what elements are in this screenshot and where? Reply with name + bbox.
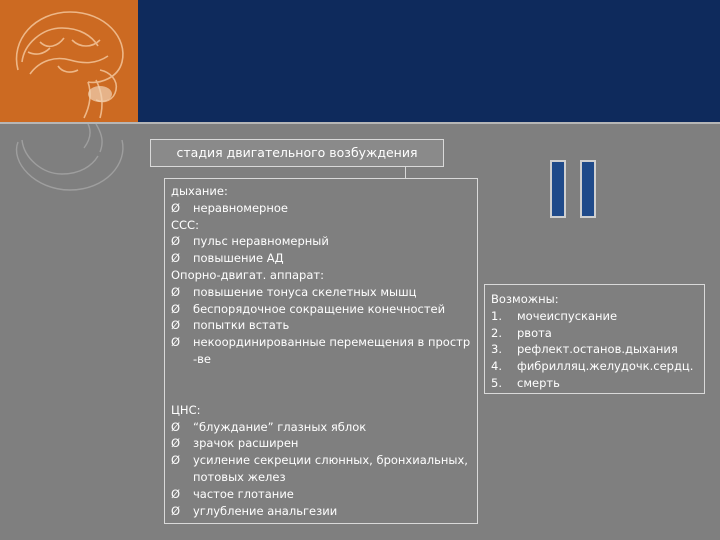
- bullet-arrow-icon: Ø: [171, 200, 181, 215]
- brain-reflection: [0, 122, 138, 202]
- list-item: 4. фибрилляц.желудочк.сердц.: [491, 359, 694, 374]
- list-item: Ø повышение АД: [171, 251, 284, 266]
- list-item: 5. смерть: [491, 375, 560, 390]
- bullet-arrow-icon: Ø: [171, 234, 181, 249]
- bullet-arrow-icon: Ø: [171, 301, 181, 316]
- bullet-arrow-icon: Ø: [171, 335, 181, 350]
- bullet-arrow-icon: Ø: [171, 486, 181, 501]
- list-item: Ø углубление анальгезии: [171, 503, 338, 518]
- list-item-continuation: потовых желез: [193, 469, 286, 484]
- bullet-arrow-icon: Ø: [171, 251, 181, 266]
- stage-title: стадия двигательного возбуждения: [150, 139, 444, 167]
- list-item: Ø зрачок расширен: [171, 436, 299, 451]
- list-item: Ø пульс неравномерный: [171, 234, 329, 249]
- possible-heading: Возможны:: [491, 292, 559, 306]
- bullet-arrow-icon: Ø: [171, 284, 181, 299]
- list-item: Ø усиление секреции слюнных, бронхиальных,: [171, 453, 468, 468]
- list-item: Ø некоординированные перемещения в простр: [171, 335, 471, 350]
- bullet-arrow-icon: Ø: [171, 436, 181, 451]
- possible-outcomes-box: [484, 284, 705, 394]
- motor-heading: Опорно-двигат. аппарат:: [171, 267, 324, 282]
- list-item: 2. рвота: [491, 325, 552, 340]
- list-item: Ø беспорядочное сокращение конечностей: [171, 301, 446, 316]
- signs-box: [164, 178, 478, 524]
- ccc-heading: ССС:: [171, 217, 199, 232]
- list-item: Ø “блуждание” глазных яблок: [171, 419, 367, 434]
- stage-number-glyph: [548, 160, 600, 222]
- list-item: 3. рефлект.останов.дыхания: [491, 342, 678, 357]
- cns-heading: ЦНС:: [171, 402, 201, 417]
- list-item: 1. мочеиспускание: [491, 308, 618, 323]
- brain-image: [0, 0, 138, 122]
- list-item: Ø частое глотание: [171, 486, 294, 501]
- list-item: Ø повышение тонуса скелетных мышц: [171, 284, 417, 299]
- bullet-arrow-icon: Ø: [171, 453, 181, 468]
- bullet-arrow-icon: Ø: [171, 318, 181, 333]
- list-item: Ø неравномерное: [171, 200, 288, 215]
- bullet-arrow-icon: Ø: [171, 503, 181, 518]
- breathing-heading: дыхание:: [171, 184, 228, 198]
- list-item: Ø попытки встать: [171, 318, 290, 333]
- list-item-continuation: -ве: [193, 351, 212, 366]
- bullet-arrow-icon: Ø: [171, 419, 181, 434]
- header-divider: [0, 122, 720, 124]
